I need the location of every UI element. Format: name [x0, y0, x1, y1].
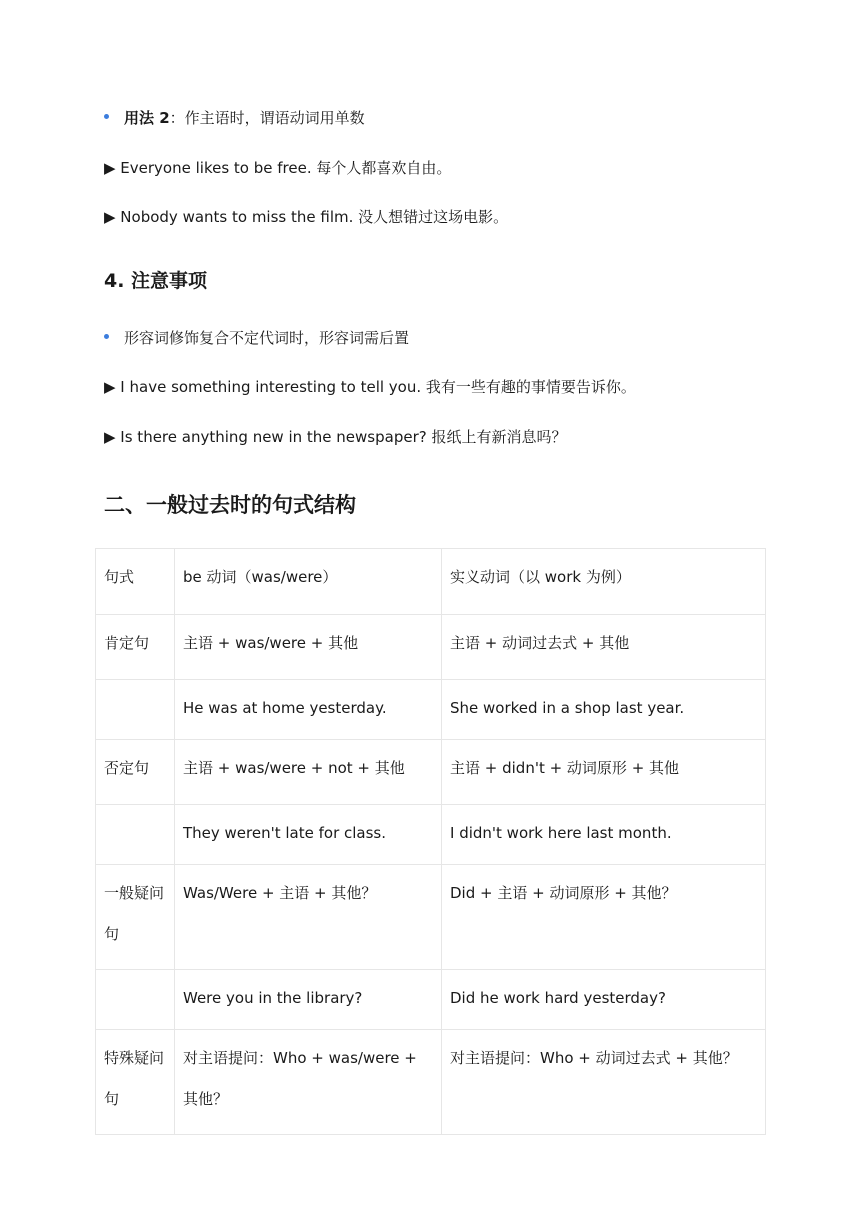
table-cell: Did + 主语 + 动词原形 + 其他？	[442, 865, 766, 970]
usage2-text: ：作主语时，谓语动词用单数	[169, 109, 365, 127]
table-cell: Did he work hard yesterday?	[442, 970, 766, 1030]
section4-heading: 4. 注意事项	[104, 270, 208, 292]
table-row	[96, 740, 766, 805]
table-row	[96, 1030, 766, 1135]
table-cell: 一般疑问句	[96, 865, 175, 970]
table-cell	[96, 680, 175, 740]
usage2-label: 用法 2	[124, 109, 170, 127]
table-cell: Were you in the library?	[175, 970, 442, 1030]
table-cell: She worked in a shop last year.	[442, 680, 766, 740]
table-cell: 否定句	[96, 740, 175, 805]
table-cell: He was at home yesterday.	[175, 680, 442, 740]
example-line: ▶ Is there anything new in the newspaper? 报纸上有新消息吗？	[104, 428, 567, 446]
table-row	[96, 805, 766, 865]
table-row	[96, 970, 766, 1030]
table-cell: They weren't late for class.	[175, 805, 442, 865]
table-header-row	[96, 549, 766, 615]
bullet-dot-icon	[104, 114, 109, 119]
usage2-bullet	[104, 108, 365, 128]
table-cell: 主语 + didn't + 动词原形 + 其他	[442, 740, 766, 805]
grammar-table	[95, 548, 766, 1135]
example-line: ▶ I have something interesting to tell you. 我有一些有趣的事情要告诉你。	[104, 378, 636, 396]
table-header-cell: be 动词（was/were）	[175, 549, 442, 615]
table-row	[96, 615, 766, 680]
table-cell: 对主语提问：Who + was/were + 其他？	[175, 1030, 442, 1135]
table-cell: 主语 + 动词过去式 + 其他	[442, 615, 766, 680]
example-line: ▶ Everyone likes to be free. 每个人都喜欢自由。	[104, 159, 452, 177]
table-cell: I didn't work here last month.	[442, 805, 766, 865]
table-cell: 肯定句	[96, 615, 175, 680]
table-cell	[96, 970, 175, 1030]
bullet-dot-icon	[104, 334, 109, 339]
table-row	[96, 865, 766, 970]
table-cell	[96, 805, 175, 865]
table-cell: 主语 + was/were + not + 其他	[175, 740, 442, 805]
table-cell: 对主语提问：Who + 动词过去式 + 其他？	[442, 1030, 766, 1135]
table-cell: Was/Were + 主语 + 其他？	[175, 865, 442, 970]
table-cell: 特殊疑问句	[96, 1030, 175, 1135]
section4-bullet-text: 形容词修饰复合不定代词时，形容词需后置	[124, 329, 410, 347]
section4-bullet	[104, 328, 409, 348]
table-row	[96, 680, 766, 740]
table-header-cell: 句式	[96, 549, 175, 615]
example-line: ▶ Nobody wants to miss the film. 没人想错过这场电影。	[104, 208, 509, 226]
table-cell: 主语 + was/were + 其他	[175, 615, 442, 680]
table-header-cell: 实义动词（以 work 为例）	[442, 549, 766, 615]
section2-heading: 二、一般过去时的句式结构	[104, 493, 356, 517]
